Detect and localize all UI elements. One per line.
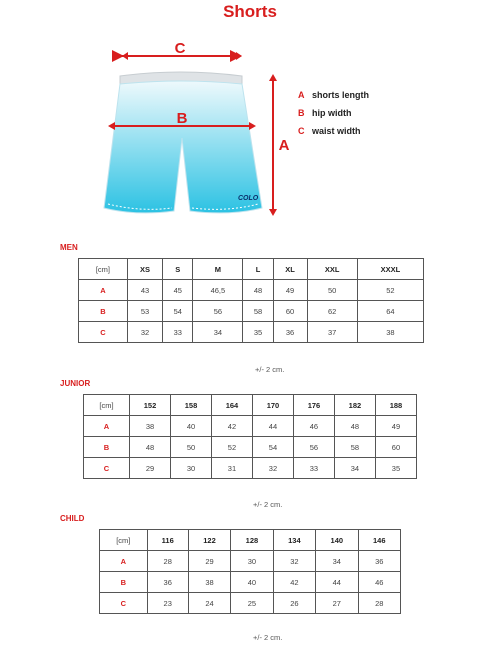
size-header: 140 bbox=[316, 530, 358, 551]
size-header: 146 bbox=[358, 530, 400, 551]
size-header: 128 bbox=[231, 530, 273, 551]
measurement-key: B bbox=[84, 437, 130, 458]
table-cell: 53 bbox=[127, 301, 162, 322]
size-header: 116 bbox=[147, 530, 188, 551]
table-row bbox=[84, 416, 417, 437]
size-header: 134 bbox=[273, 530, 315, 551]
table-cell: 33 bbox=[163, 322, 193, 343]
table-cell: 40 bbox=[171, 416, 212, 437]
unit-header: [cm] bbox=[79, 259, 128, 280]
table-cell: 30 bbox=[171, 458, 212, 479]
size-header: XL bbox=[273, 259, 307, 280]
table-row bbox=[79, 301, 424, 322]
table-cell: 34 bbox=[334, 458, 375, 479]
legend-label: waist width bbox=[312, 126, 361, 136]
shorts-diagram bbox=[90, 28, 310, 228]
table-cell: 32 bbox=[127, 322, 162, 343]
table-cell: 40 bbox=[231, 572, 273, 593]
label-b: B bbox=[176, 110, 188, 127]
size-table-child bbox=[99, 529, 401, 614]
table-cell: 54 bbox=[163, 301, 193, 322]
size-header: 122 bbox=[188, 530, 230, 551]
label-a: A bbox=[278, 137, 290, 154]
table-header-row bbox=[100, 530, 401, 551]
table-cell: 34 bbox=[316, 551, 358, 572]
table-cell: 38 bbox=[188, 572, 230, 593]
measurement-key: B bbox=[79, 301, 128, 322]
table-cell: 38 bbox=[130, 416, 171, 437]
table-cell: 28 bbox=[358, 593, 400, 614]
table-cell: 35 bbox=[375, 458, 416, 479]
table-cell: 32 bbox=[273, 551, 315, 572]
size-header: XXL bbox=[307, 259, 357, 280]
table-cell: 35 bbox=[243, 322, 273, 343]
legend-key: B bbox=[298, 108, 305, 118]
measurement-key: B bbox=[100, 572, 148, 593]
table-row bbox=[100, 572, 401, 593]
table-cell: 27 bbox=[316, 593, 358, 614]
size-header: XXXL bbox=[357, 259, 423, 280]
table-cell: 60 bbox=[375, 437, 416, 458]
table-cell: 42 bbox=[273, 572, 315, 593]
table-cell: 25 bbox=[231, 593, 273, 614]
size-header: M bbox=[193, 259, 243, 280]
legend-item bbox=[298, 104, 369, 122]
unit-header: [cm] bbox=[100, 530, 148, 551]
measurement-key: A bbox=[79, 280, 128, 301]
label-c: C bbox=[174, 40, 186, 57]
legend-label: shorts length bbox=[312, 90, 370, 100]
size-header: L bbox=[243, 259, 273, 280]
table-cell: 48 bbox=[334, 416, 375, 437]
size-header: 152 bbox=[130, 395, 171, 416]
table-row bbox=[79, 280, 424, 301]
table-cell: 23 bbox=[147, 593, 188, 614]
measurement-key: A bbox=[100, 551, 148, 572]
section-label-junior: JUNIOR bbox=[60, 379, 91, 388]
size-table-junior bbox=[83, 394, 417, 479]
size-header: 170 bbox=[252, 395, 293, 416]
table-cell: 24 bbox=[188, 593, 230, 614]
table-cell: 26 bbox=[273, 593, 315, 614]
table-cell: 33 bbox=[293, 458, 334, 479]
unit-header: [cm] bbox=[84, 395, 130, 416]
table-cell: 30 bbox=[231, 551, 273, 572]
table-cell: 29 bbox=[188, 551, 230, 572]
table-cell: 36 bbox=[273, 322, 307, 343]
page-title: Shorts bbox=[223, 2, 277, 21]
table-cell: 49 bbox=[375, 416, 416, 437]
legend-item bbox=[298, 122, 369, 140]
table-cell: 32 bbox=[252, 458, 293, 479]
table-cell: 44 bbox=[252, 416, 293, 437]
section-label-men: MEN bbox=[60, 243, 78, 252]
size-table-men bbox=[78, 258, 424, 343]
tolerance-note: +/- 2 cm. bbox=[255, 365, 285, 374]
table-cell: 62 bbox=[307, 301, 357, 322]
table-cell: 60 bbox=[273, 301, 307, 322]
table-row bbox=[79, 322, 424, 343]
shorts-body bbox=[104, 81, 262, 213]
legend-label: hip width bbox=[312, 108, 352, 118]
table-cell: 45 bbox=[163, 280, 193, 301]
table-cell: 28 bbox=[147, 551, 188, 572]
size-header: 176 bbox=[293, 395, 334, 416]
table-row bbox=[100, 551, 401, 572]
table-cell: 46,5 bbox=[193, 280, 243, 301]
table-cell: 58 bbox=[334, 437, 375, 458]
measurement-legend bbox=[298, 86, 369, 140]
measurement-key: C bbox=[84, 458, 130, 479]
table-cell: 52 bbox=[357, 280, 423, 301]
legend-key: A bbox=[298, 90, 305, 100]
size-header: 158 bbox=[171, 395, 212, 416]
table-cell: 64 bbox=[357, 301, 423, 322]
size-header: XS bbox=[127, 259, 162, 280]
table-cell: 54 bbox=[252, 437, 293, 458]
table-cell: 46 bbox=[358, 572, 400, 593]
table-cell: 36 bbox=[358, 551, 400, 572]
table-header-row bbox=[84, 395, 417, 416]
table-cell: 52 bbox=[211, 437, 252, 458]
tolerance-note: +/- 2 cm. bbox=[253, 633, 283, 642]
table-cell: 36 bbox=[147, 572, 188, 593]
table-cell: 31 bbox=[211, 458, 252, 479]
size-header: 182 bbox=[334, 395, 375, 416]
size-header: S bbox=[163, 259, 193, 280]
table-cell: 34 bbox=[193, 322, 243, 343]
size-header: 188 bbox=[375, 395, 416, 416]
measurement-key: A bbox=[84, 416, 130, 437]
table-row bbox=[84, 437, 417, 458]
table-cell: 49 bbox=[273, 280, 307, 301]
table-cell: 37 bbox=[307, 322, 357, 343]
measurement-key: C bbox=[100, 593, 148, 614]
table-row bbox=[84, 458, 417, 479]
table-cell: 58 bbox=[243, 301, 273, 322]
table-cell: 42 bbox=[211, 416, 252, 437]
table-cell: 56 bbox=[293, 437, 334, 458]
table-cell: 38 bbox=[357, 322, 423, 343]
tolerance-note: +/- 2 cm. bbox=[253, 500, 283, 509]
table-header-row bbox=[79, 259, 424, 280]
size-header: 164 bbox=[211, 395, 252, 416]
table-row bbox=[100, 593, 401, 614]
brand-logo: COLO bbox=[238, 195, 259, 202]
table-cell: 56 bbox=[193, 301, 243, 322]
legend-item bbox=[298, 86, 369, 104]
table-cell: 46 bbox=[293, 416, 334, 437]
table-cell: 44 bbox=[316, 572, 358, 593]
table-cell: 50 bbox=[307, 280, 357, 301]
legend-key: C bbox=[298, 126, 305, 136]
table-cell: 29 bbox=[130, 458, 171, 479]
table-cell: 48 bbox=[130, 437, 171, 458]
section-label-child: CHILD bbox=[60, 514, 85, 523]
table-cell: 48 bbox=[243, 280, 273, 301]
measurement-key: C bbox=[79, 322, 128, 343]
table-cell: 50 bbox=[171, 437, 212, 458]
table-cell: 43 bbox=[127, 280, 162, 301]
